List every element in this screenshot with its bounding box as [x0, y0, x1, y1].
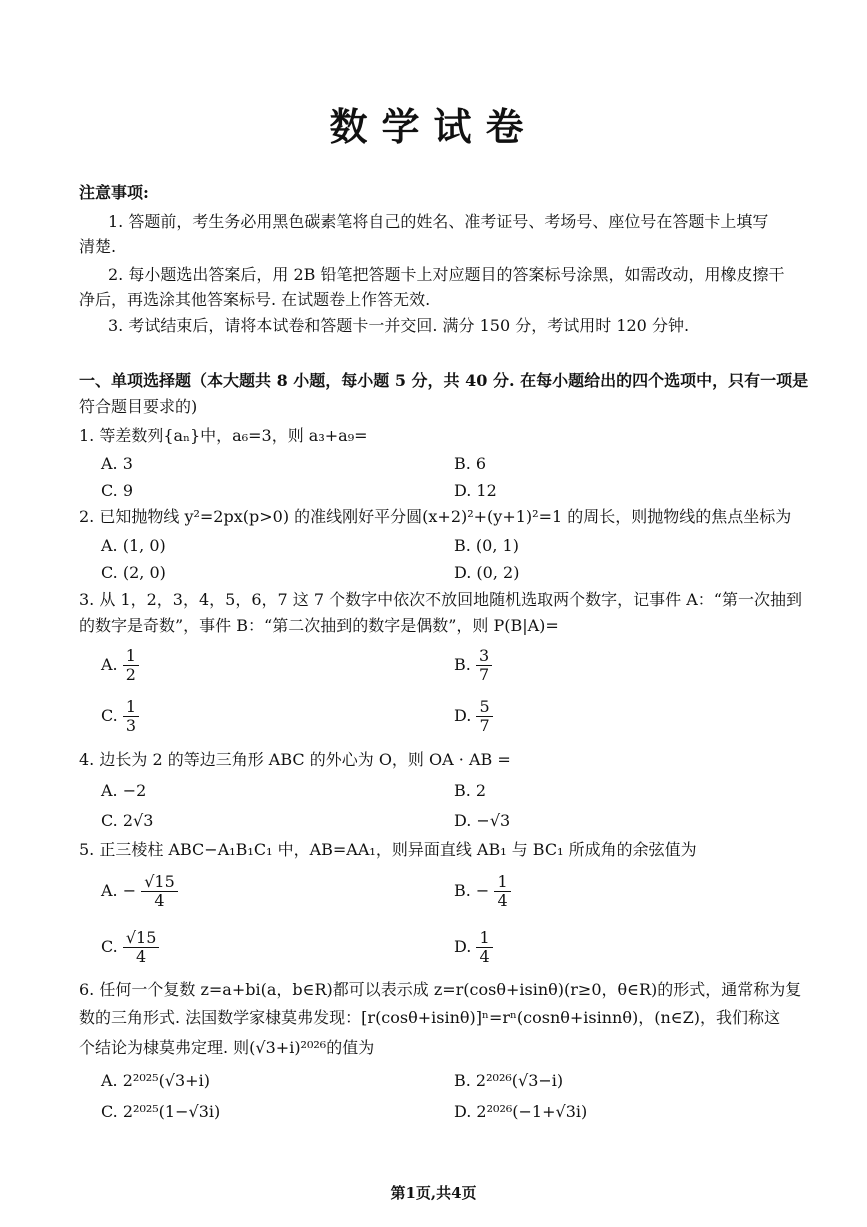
question-1-option-b: B. 6	[454, 454, 487, 473]
notice-item-2: 2. 每小题选出答案后，用 2B 铅笔把答题卡上对应题目的答案标号涂黑，如需改动，用橡皮擦干	[108, 265, 785, 284]
question-4-option-b: B. 2	[454, 781, 487, 800]
notice-item-2-cont: 净后，再选涂其他答案标号. 在试题卷上作答无效.	[79, 290, 431, 309]
question-3-option-a: A. $\frac{1}{2}$	[101, 647, 139, 684]
question-4-option-d: D. −√3	[454, 811, 511, 830]
question-5-stem: 5. 正三棱柱 ABC−A₁B₁C₁ 中，AB=AA₁，则异面直线 AB₁ 与 BC₁ 所成角的余弦值为	[79, 840, 697, 859]
question-6-stem: 6. 任何一个复数 z=a+bi(a，b∈R)都可以表示成 z=r(cosθ+isinθ)(r≥0，θ∈R)的形式，通常称为复	[79, 980, 802, 999]
section-heading: 一、单项选择题（本大题共 8 小题，每小题 5 分，共 40 分. 在每小题给出的四个选项中，只有一项是	[79, 371, 809, 390]
page-footer: 第1页,共4页	[390, 1184, 477, 1202]
question-6-stem-cont-1: 数的三角形式. 法国数学家棣莫弗发现：[r(cosθ+isinθ)]ⁿ=rⁿ(cosnθ+isinnθ)，(n∈Z)，我们称这	[79, 1008, 780, 1027]
question-3-option-b: B. $\frac{3}{7}$	[454, 647, 492, 684]
question-2-option-c: C. (2, 0)	[101, 563, 166, 582]
question-6-option-a: A. 2²⁰²⁵(√3+i)	[101, 1071, 210, 1090]
question-2-option-b: B. (0, 1)	[454, 536, 519, 555]
fraction: $\frac{3}{7}$	[476, 647, 492, 684]
fraction: $\frac{√15}{4}$	[123, 929, 160, 966]
notice-item-1: 1. 答题前，考生务必用黑色碳素笔将自己的姓名、准考证号、考场号、座位号在答题卡上填写	[108, 212, 769, 231]
question-4-stem: 4. 边长为 2 的等边三角形 ABC 的外心为 O，则 OA · AB =	[79, 750, 511, 769]
question-5-option-d: D. $\frac{1}{4}$	[454, 929, 493, 966]
section-heading-cont: 符合题目要求的)	[79, 397, 198, 416]
notice-heading: 注意事项:	[79, 183, 149, 202]
fraction: $\frac{1}{3}$	[123, 698, 139, 735]
question-2-option-a: A. (1, 0)	[101, 536, 166, 555]
fraction: $\frac{1}{4}$	[476, 929, 492, 966]
question-3-option-d: D. $\frac{5}{7}$	[454, 698, 493, 735]
question-2-stem: 2. 已知抛物线 y²=2px(p>0) 的准线刚好平分圆(x+2)²+(y+1)²=1 的周长，则抛物线的焦点坐标为	[79, 507, 792, 526]
question-6-option-b: B. 2²⁰²⁶(√3−i)	[454, 1071, 564, 1090]
question-6-option-d: D. 2²⁰²⁶(−1+√3i)	[454, 1102, 588, 1121]
question-4-option-a: A. −2	[101, 781, 147, 800]
question-2-option-d: D. (0, 2)	[454, 563, 520, 582]
fraction: $\frac{1}{4}$	[494, 873, 510, 910]
question-1-stem: 1. 等差数列{aₙ}中，a₆=3，则 a₃+a₉=	[79, 426, 368, 445]
fraction: $\frac{1}{2}$	[123, 647, 139, 684]
question-1-option-a: A. 3	[101, 454, 133, 473]
fraction: $\frac{5}{7}$	[476, 698, 492, 735]
question-4-option-c: C. 2√3	[101, 811, 154, 830]
fraction: $\frac{√15}{4}$	[141, 873, 178, 910]
notice-item-1-cont: 清楚.	[79, 237, 117, 256]
question-3-stem: 3. 从 1，2，3，4，5，6，7 这 7 个数字中依次不放回地随机选取两个数字，记事件 A：“第一次抽到	[79, 590, 802, 609]
question-3-stem-cont: 的数字是奇数”，事件 B：“第二次抽到的数字是偶数”，则 P(B|A)=	[79, 616, 559, 635]
question-1-option-c: C. 9	[101, 481, 134, 500]
question-5-option-a: A. − $\frac{√15}{4}$	[101, 873, 178, 910]
question-1-option-d: D. 12	[454, 481, 497, 500]
question-5-option-c: C. $\frac{√15}{4}$	[101, 929, 159, 966]
notice-item-3: 3. 考试结束后，请将本试卷和答题卡一并交回. 满分 150 分，考试用时 120 分钟.	[108, 316, 690, 335]
question-6-option-c: C. 2²⁰²⁵(1−√3i)	[101, 1102, 221, 1121]
question-5-option-b: B. − $\frac{1}{4}$	[454, 873, 511, 910]
page-title: 数学试卷	[329, 104, 538, 149]
question-3-option-c: C. $\frac{1}{3}$	[101, 698, 139, 735]
question-6-stem-cont-2: 个结论为棣莫弗定理. 则(√3+i)²⁰²⁶的值为	[79, 1038, 375, 1057]
